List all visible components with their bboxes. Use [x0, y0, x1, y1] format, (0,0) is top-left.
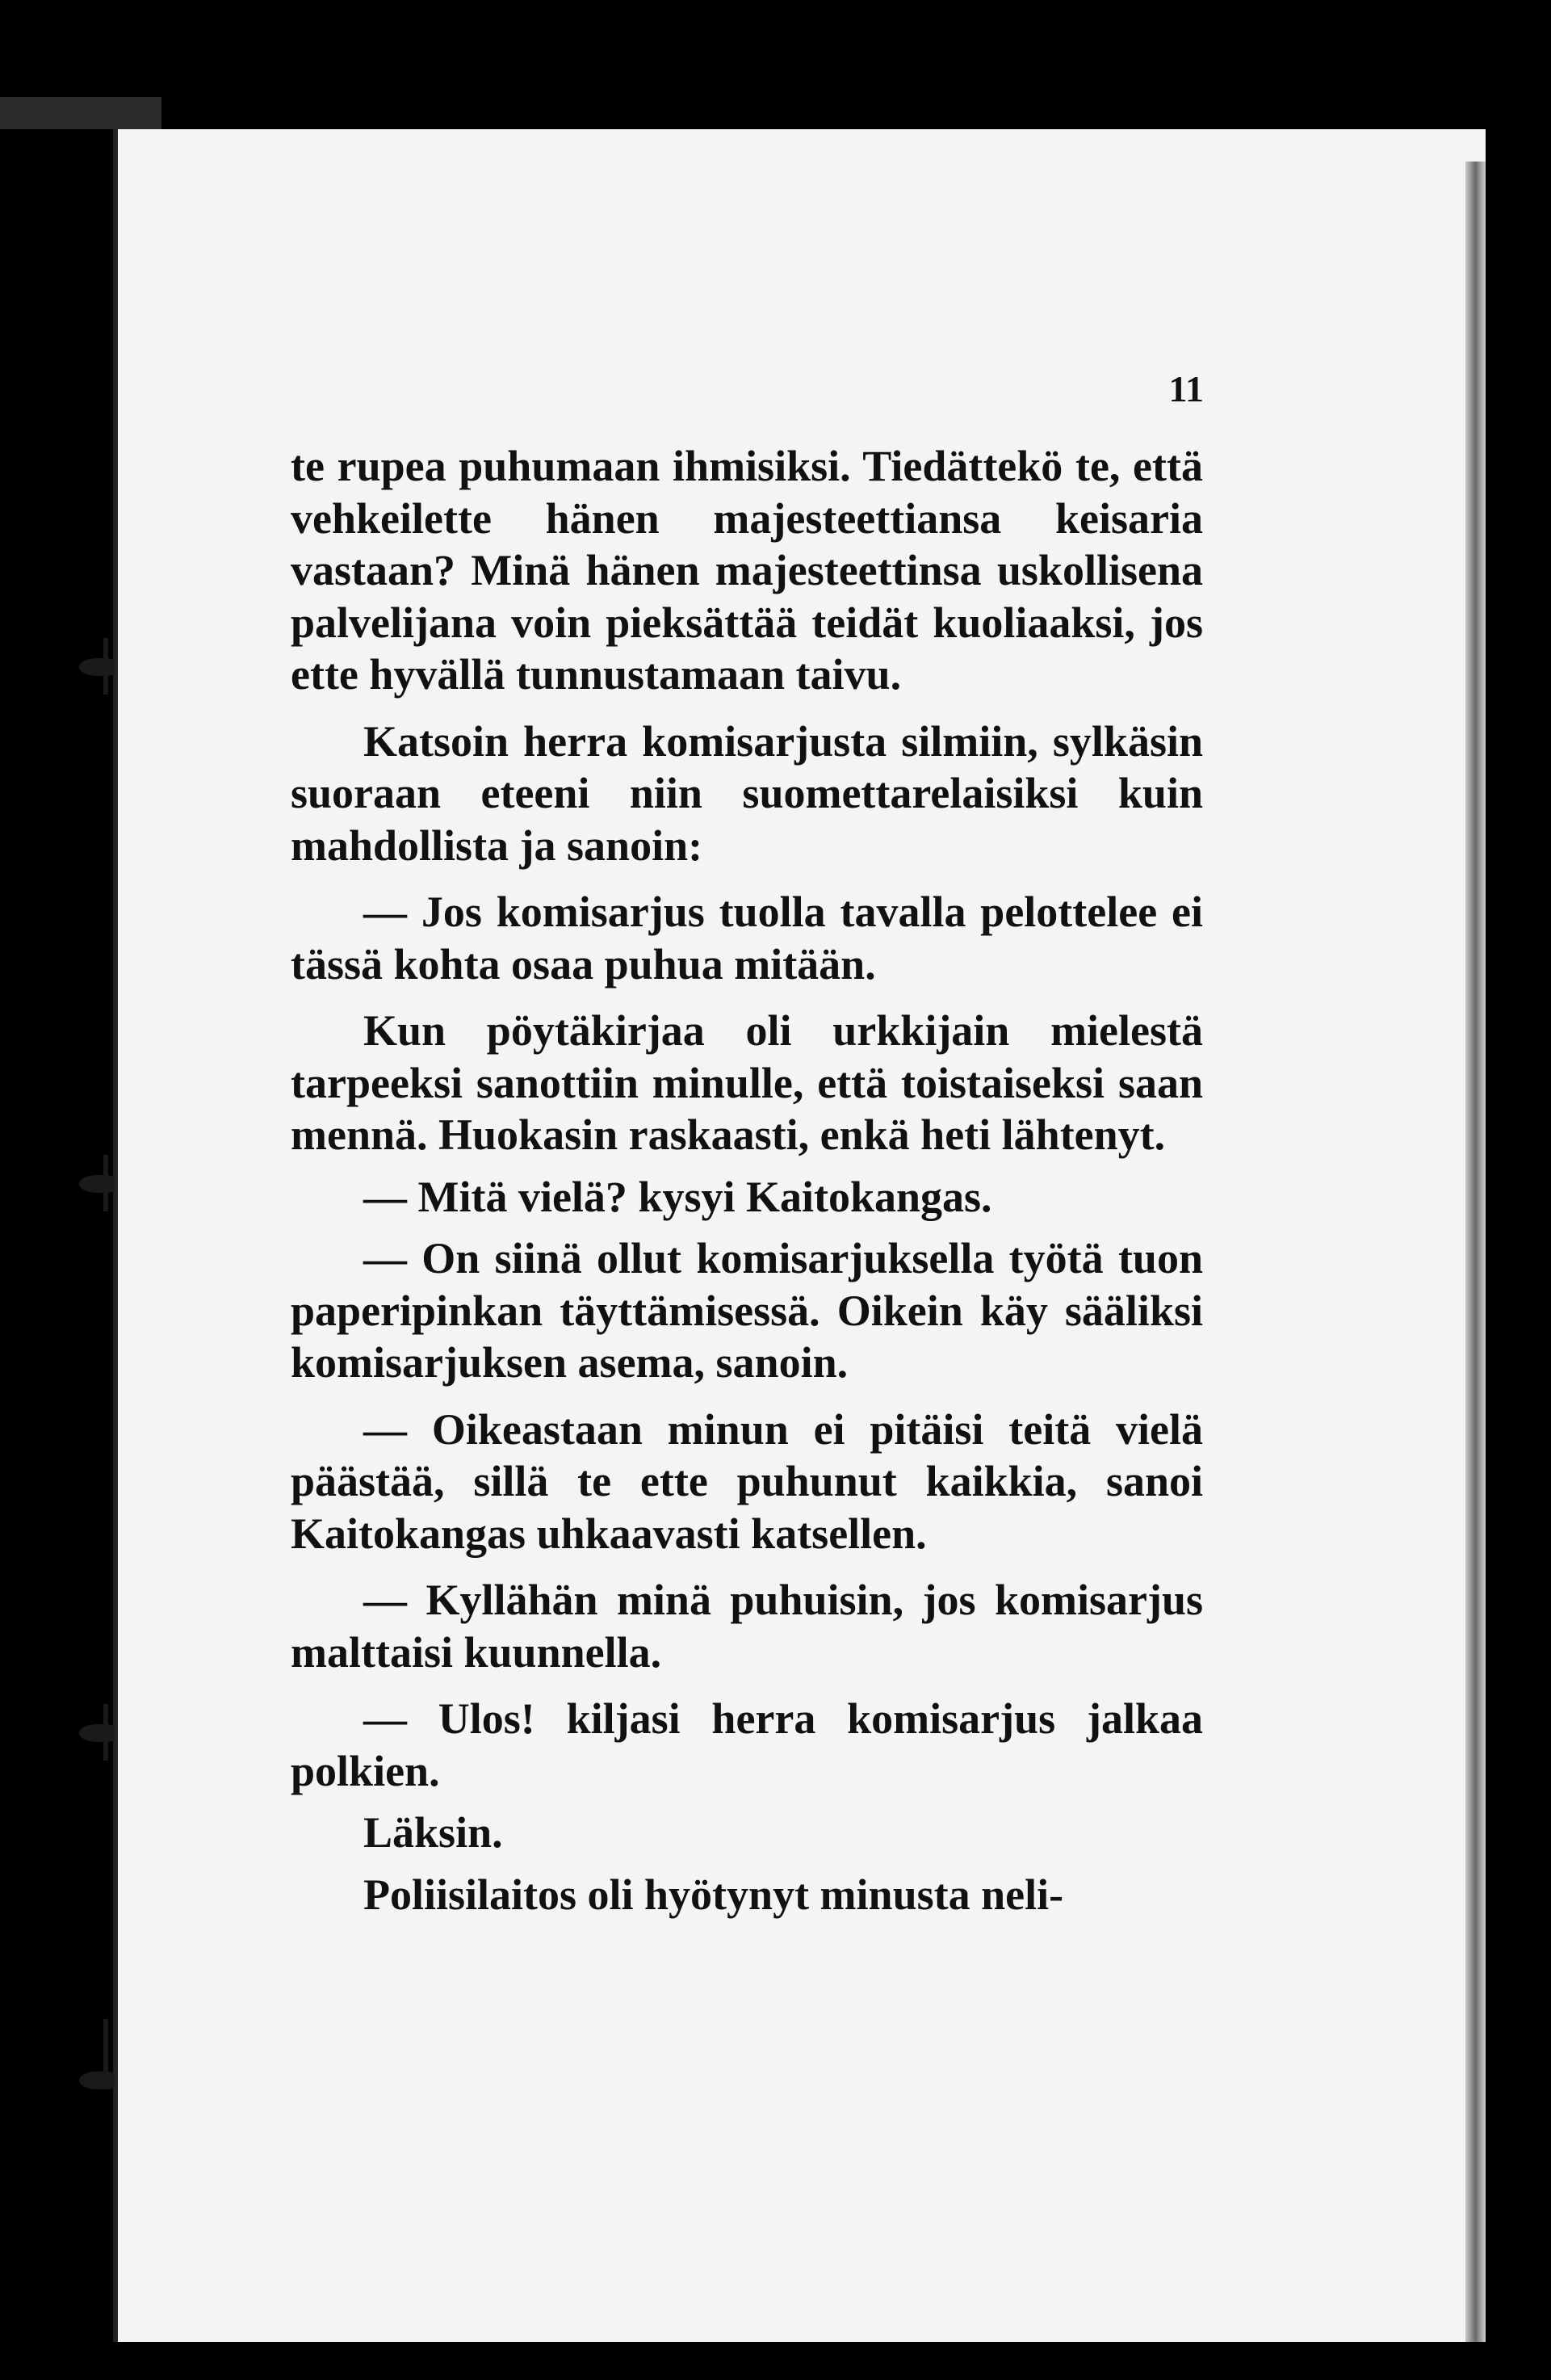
binding-stitch-icon	[79, 1724, 115, 1742]
dialogue-paragraph: — On siinä ollut komisarjuksella työtä tuon paperipinkan täyttämisessä. Oikein käy sääliksi komisarjuksen asema, sanoin.	[291, 1234, 1203, 1387]
binding-stitch-stem	[103, 1704, 108, 1761]
binding-stitch-icon	[79, 1175, 115, 1193]
page-number: 11	[1168, 368, 1204, 409]
dialogue-paragraph: — Kyllähän minä puhuisin, jos komisarjus malttaisi kuunnella.	[291, 1576, 1203, 1677]
page-edge-shadow	[1465, 162, 1486, 2342]
dialogue-paragraph: — Jos komisarjus tuolla tavalla pelottelee ei tässä kohta osaa puhua mitään.	[291, 888, 1203, 989]
binding-stitch-stem	[103, 1155, 108, 1211]
paragraph: Läksin.	[363, 1808, 503, 1857]
scan-border	[0, 97, 161, 129]
binding-stitch-icon	[79, 2071, 115, 2089]
paragraph: Poliisilaitos oli hyötynyt minusta neli-	[363, 1870, 1064, 1919]
dialogue-paragraph: — Oikeastaan minun ei pitäisi teitä vielä päästää, sillä te ette puhunut kaikkia, sanoi Kaitokangas uhkaavasti katsellen.	[291, 1404, 1203, 1558]
dialogue-paragraph: — Ulos! kiljasi herra komisarjus jalkaa polkien.	[291, 1694, 1203, 1795]
page-text	[291, 440, 1203, 1935]
paragraph: Kun pöytäkirjaa oli urkkijain mielestä tarpeeksi sanottiin minulle, että toistaiseksi saan mennä. Huokasin raskaasti, enkä heti lähtenyt.	[291, 1006, 1203, 1159]
paragraph: Katsoin herra komisarjusta silmiin, sylkäsin suoraan eteeni niin suomettarelaisiksi kuin mahdollista ja sanoin:	[291, 716, 1203, 870]
binding-stitch-stem	[103, 2019, 108, 2076]
page-spine	[113, 129, 118, 2342]
binding-stitch-stem	[103, 638, 108, 695]
dialogue-paragraph: — Mitä vielä? kysyi Kaitokangas.	[363, 1172, 992, 1221]
binding-stitch-icon	[79, 658, 115, 676]
paragraph: te rupea puhumaan ihmisiksi. Tiedättekö te, että vehkeilette hänen majesteettiansa keisaria vastaan? Minä hänen majesteettinsa uskollisena palvelijana voin pieksättää teidät kuoliaaksi, jos ette hyvällä tunnustamaan taivu.	[291, 442, 1203, 699]
